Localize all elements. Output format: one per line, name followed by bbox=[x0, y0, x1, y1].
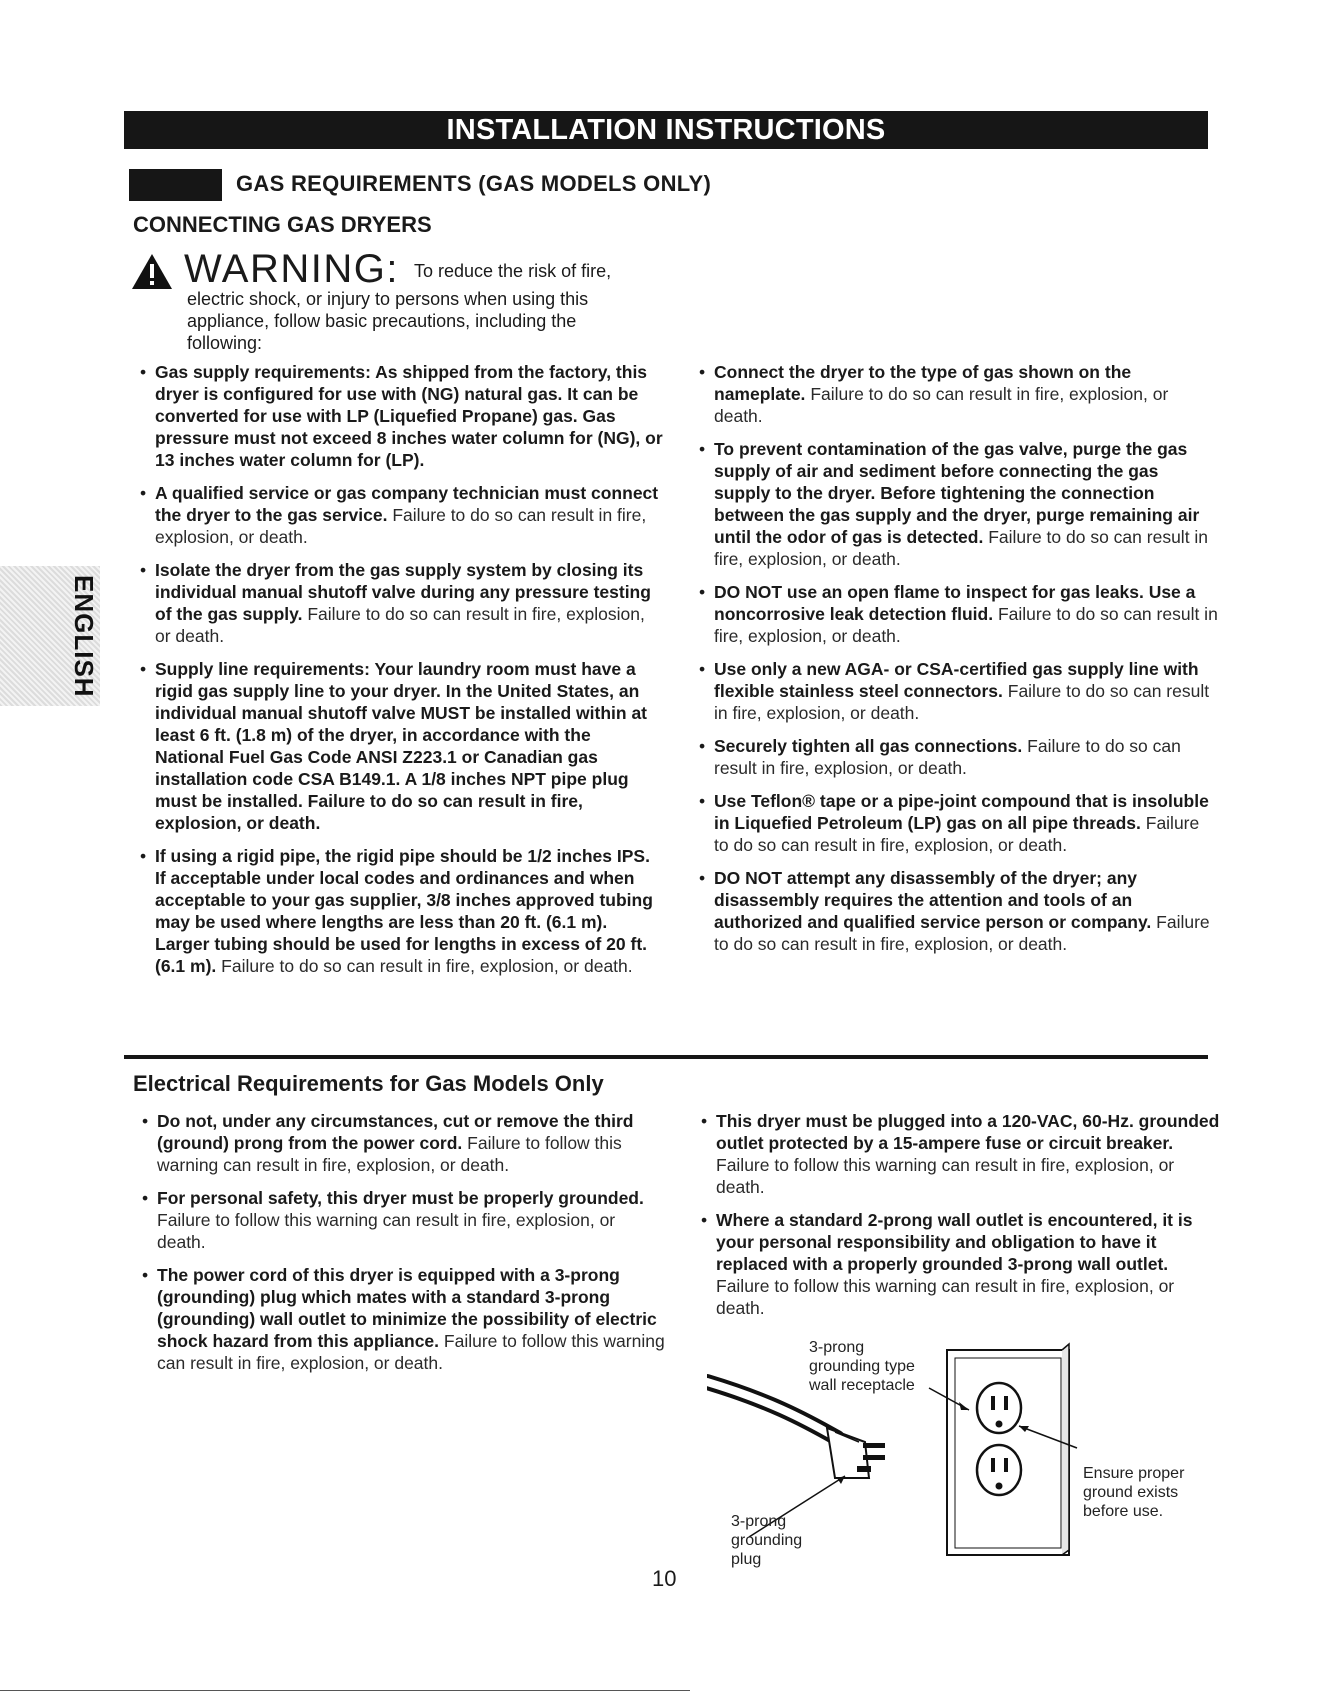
bullet-bold-text: Connect the dryer to the type of gas shown on the nameplate. bbox=[714, 362, 1132, 404]
section-marker-block bbox=[129, 169, 222, 201]
bullet-bold-text: DO NOT attempt any disassembly of the dryer; any disassembly requires the attention and tools of an authorized and qualified service person or company. bbox=[714, 868, 1152, 932]
bullet-plain-text: Failure to do so can result in fire, explosion, or death. bbox=[714, 384, 1169, 426]
bullet-plain-text: Failure to follow this warning can result in fire, explosion, or death. bbox=[157, 1210, 616, 1252]
warning-body: electric shock, or injury to persons when using this appliance, follow basic precautions, including the following: bbox=[187, 289, 589, 353]
bullet-plain-text: Failure to do so can result in fire, explosion, or death. bbox=[714, 604, 1218, 646]
connecting-heading: CONNECTING GAS DRYERS bbox=[133, 212, 432, 237]
bullet-dot: • bbox=[699, 736, 706, 756]
bullet-bold-text: For personal safety, this dryer must be properly grounded. bbox=[157, 1188, 644, 1208]
bullet-item bbox=[139, 361, 664, 471]
electrical-right-column bbox=[700, 1110, 1220, 1330]
bullet-dot: • bbox=[701, 1210, 708, 1230]
bullet-item bbox=[141, 1110, 666, 1176]
bullet-item bbox=[698, 438, 1218, 570]
bullet-dot: • bbox=[142, 1188, 149, 1208]
bullet-item bbox=[139, 482, 664, 548]
bullet-dot: • bbox=[699, 659, 706, 679]
page-number: 10 bbox=[652, 1566, 677, 1591]
warning-lead: To reduce the risk of fire, bbox=[414, 261, 612, 281]
bullet-dot: • bbox=[140, 659, 147, 679]
language-tab-label: ENGLISH bbox=[69, 574, 99, 698]
bullet-dot: • bbox=[142, 1265, 149, 1285]
ensure-ground-label: Ensure proper ground exists before use. bbox=[1083, 1465, 1185, 1520]
bullet-bold-text: A qualified service or gas company technician must connect the dryer to the gas service. bbox=[155, 483, 659, 525]
bullet-item bbox=[141, 1264, 666, 1374]
bullet-plain-text: Failure to follow this warning can result in fire, explosion, or death. bbox=[157, 1133, 622, 1175]
bullet-item bbox=[698, 867, 1218, 955]
receptacle-label: 3-prong grounding type wall receptacle bbox=[809, 1339, 915, 1394]
bullet-dot: • bbox=[699, 439, 706, 459]
bullet-bold-text: DO NOT use an open flame to inspect for gas leaks. Use a noncorrosive leak detection fluid. bbox=[714, 582, 1196, 624]
bullet-item bbox=[139, 658, 664, 834]
bullet-dot: • bbox=[699, 868, 706, 888]
bullet-dot: • bbox=[699, 362, 706, 382]
bullet-dot: • bbox=[140, 846, 147, 866]
bullet-item bbox=[698, 581, 1218, 647]
bullet-plain-text: Failure to do so can result in fire, explosion, or death. bbox=[714, 813, 1200, 855]
bullet-item bbox=[139, 559, 664, 647]
warning-triangle-icon bbox=[131, 253, 173, 290]
bullet-plain-text: Failure to do so can result in fire, explosion, or death. bbox=[155, 505, 647, 547]
bullet-bold-text: Where a standard 2-prong wall outlet is encountered, it is your personal responsibility and obligation to have it replaced with a properly grounded 3-prong wall outlet. bbox=[716, 1210, 1193, 1274]
plug-label: 3-prong grounding plug bbox=[731, 1513, 803, 1568]
bullet-bold-text: The power cord of this dryer is equipped with a 3-prong (grounding) plug which mates with a standard 3-prong (grounding) wall outlet to minimize the possibility of electric shock hazard from this appliance. bbox=[157, 1265, 657, 1351]
bullet-bold-text: Use only a new AGA- or CSA-certified gas supply line with flexible stainless steel connectors. bbox=[714, 659, 1199, 701]
page-header-bar bbox=[124, 111, 1208, 149]
bullet-plain-text: Failure to do so can result in fire, explosion, or death. bbox=[714, 736, 1181, 778]
section-divider bbox=[124, 1055, 1208, 1059]
bullet-bold-text: Do not, under any circumstances, cut or remove the third (ground) prong from the power cord. bbox=[157, 1111, 634, 1153]
bullet-plain-text: Failure to do so can result in fire, explosion, or death. bbox=[714, 912, 1210, 954]
bullet-plain-text: Failure to do so can result in fire, explosion, or death. bbox=[714, 527, 1209, 569]
warning-word: WARNING: bbox=[184, 247, 399, 291]
bullet-dot: • bbox=[699, 582, 706, 602]
bullet-bold-text: If using a rigid pipe, the rigid pipe should be 1/2 inches IPS. If acceptable under local codes and ordinances and when acceptable to your gas supplier, 3/8 inches approved tubing may be used where lengths are less than 20 ft. (6.1 m). Larger tubing should be used for lengths in excess of 20 ft. (6.1 m). bbox=[155, 846, 653, 976]
bullet-bold-text: To prevent contamination of the gas valve, purge the gas supply of air and sediment before connecting the gas supply to the dryer. Before tightening the connection between the gas supply and the dryer, purge remaining air until the odor of gas is detected. bbox=[714, 439, 1200, 547]
bullet-plain-text: Failure to follow this warning can result in fire, explosion, or death. bbox=[716, 1276, 1175, 1318]
bullet-bold-text: Securely tighten all gas connections. bbox=[714, 736, 1023, 756]
bullet-item bbox=[698, 361, 1218, 427]
bullet-plain-text: Failure to do so can result in fire, explosion, or death. bbox=[155, 604, 645, 646]
bullet-bold-text: Isolate the dryer from the gas supply system by closing its individual manual shutoff valve during any pressure testing of the gas supply. bbox=[155, 560, 651, 624]
electrical-heading: Electrical Requirements for Gas Models Only bbox=[133, 1071, 604, 1096]
bullet-plain-text: Failure to do so can result in fire, explosion, or death. bbox=[221, 956, 633, 976]
bullet-plain-text: Failure to follow this warning can result in fire, explosion, or death. bbox=[716, 1155, 1175, 1197]
bullet-dot: • bbox=[699, 791, 706, 811]
bullet-dot: • bbox=[701, 1111, 708, 1131]
bullet-plain-text: Failure to do so can result in fire, explosion, or death. bbox=[714, 681, 1210, 723]
bullet-bold-text: Supply line requirements: Your laundry room must have a rigid gas supply line to your dryer. In the United States, an individual manual shutoff valve MUST be installed within at least 6 ft. (1.8 m) of the dryer, in accordance with the National Fuel Gas Code ANSI Z223.1 or Canadian gas installation code CSA B149.1. A 1/8 inches NPT pipe plug must be installed. Failure to do so can result in fire, explosion, or death. bbox=[155, 659, 648, 833]
page-header-title: INSTALLATION INSTRUCTIONS bbox=[446, 114, 886, 146]
outlet-diagram bbox=[707, 1340, 1207, 1570]
bullet-bold-text: This dryer must be plugged into a 120-VAC, 60-Hz. grounded outlet protected by a 15-ampere fuse or circuit breaker. bbox=[716, 1111, 1220, 1153]
bullet-plain-text: Failure to follow this warning can result in fire, explosion, or death. bbox=[157, 1331, 665, 1373]
bullet-item bbox=[139, 845, 664, 977]
bullet-item bbox=[700, 1110, 1220, 1198]
bullet-bold-text: Use Teflon® tape or a pipe-joint compound that is insoluble in Liquefied Petroleum (LP) gas on all pipe threads. bbox=[714, 791, 1209, 833]
bullet-item bbox=[698, 658, 1218, 724]
section-title: GAS REQUIREMENTS (GAS MODELS ONLY) bbox=[236, 171, 712, 196]
bullet-item bbox=[698, 735, 1218, 779]
footer-rule bbox=[0, 1690, 690, 1691]
bullet-item bbox=[141, 1187, 666, 1253]
bullet-dot: • bbox=[140, 362, 147, 382]
bullet-item bbox=[698, 790, 1218, 856]
gas-requirements-left-column bbox=[139, 361, 664, 988]
electrical-left-column bbox=[141, 1110, 666, 1385]
bullet-item bbox=[700, 1209, 1220, 1319]
bullet-bold-text: Gas supply requirements: As shipped from the factory, this dryer is configured for use with (NG) natural gas. It can be converted for use with LP (Liquefied Propane) gas. Gas pressure must not exceed 8 inches water column for (NG), or 13 inches water column for (LP). bbox=[155, 362, 663, 470]
bullet-dot: • bbox=[142, 1111, 149, 1131]
gas-requirements-right-column bbox=[698, 361, 1218, 966]
bullet-dot: • bbox=[140, 483, 147, 503]
bullet-dot: • bbox=[140, 560, 147, 580]
